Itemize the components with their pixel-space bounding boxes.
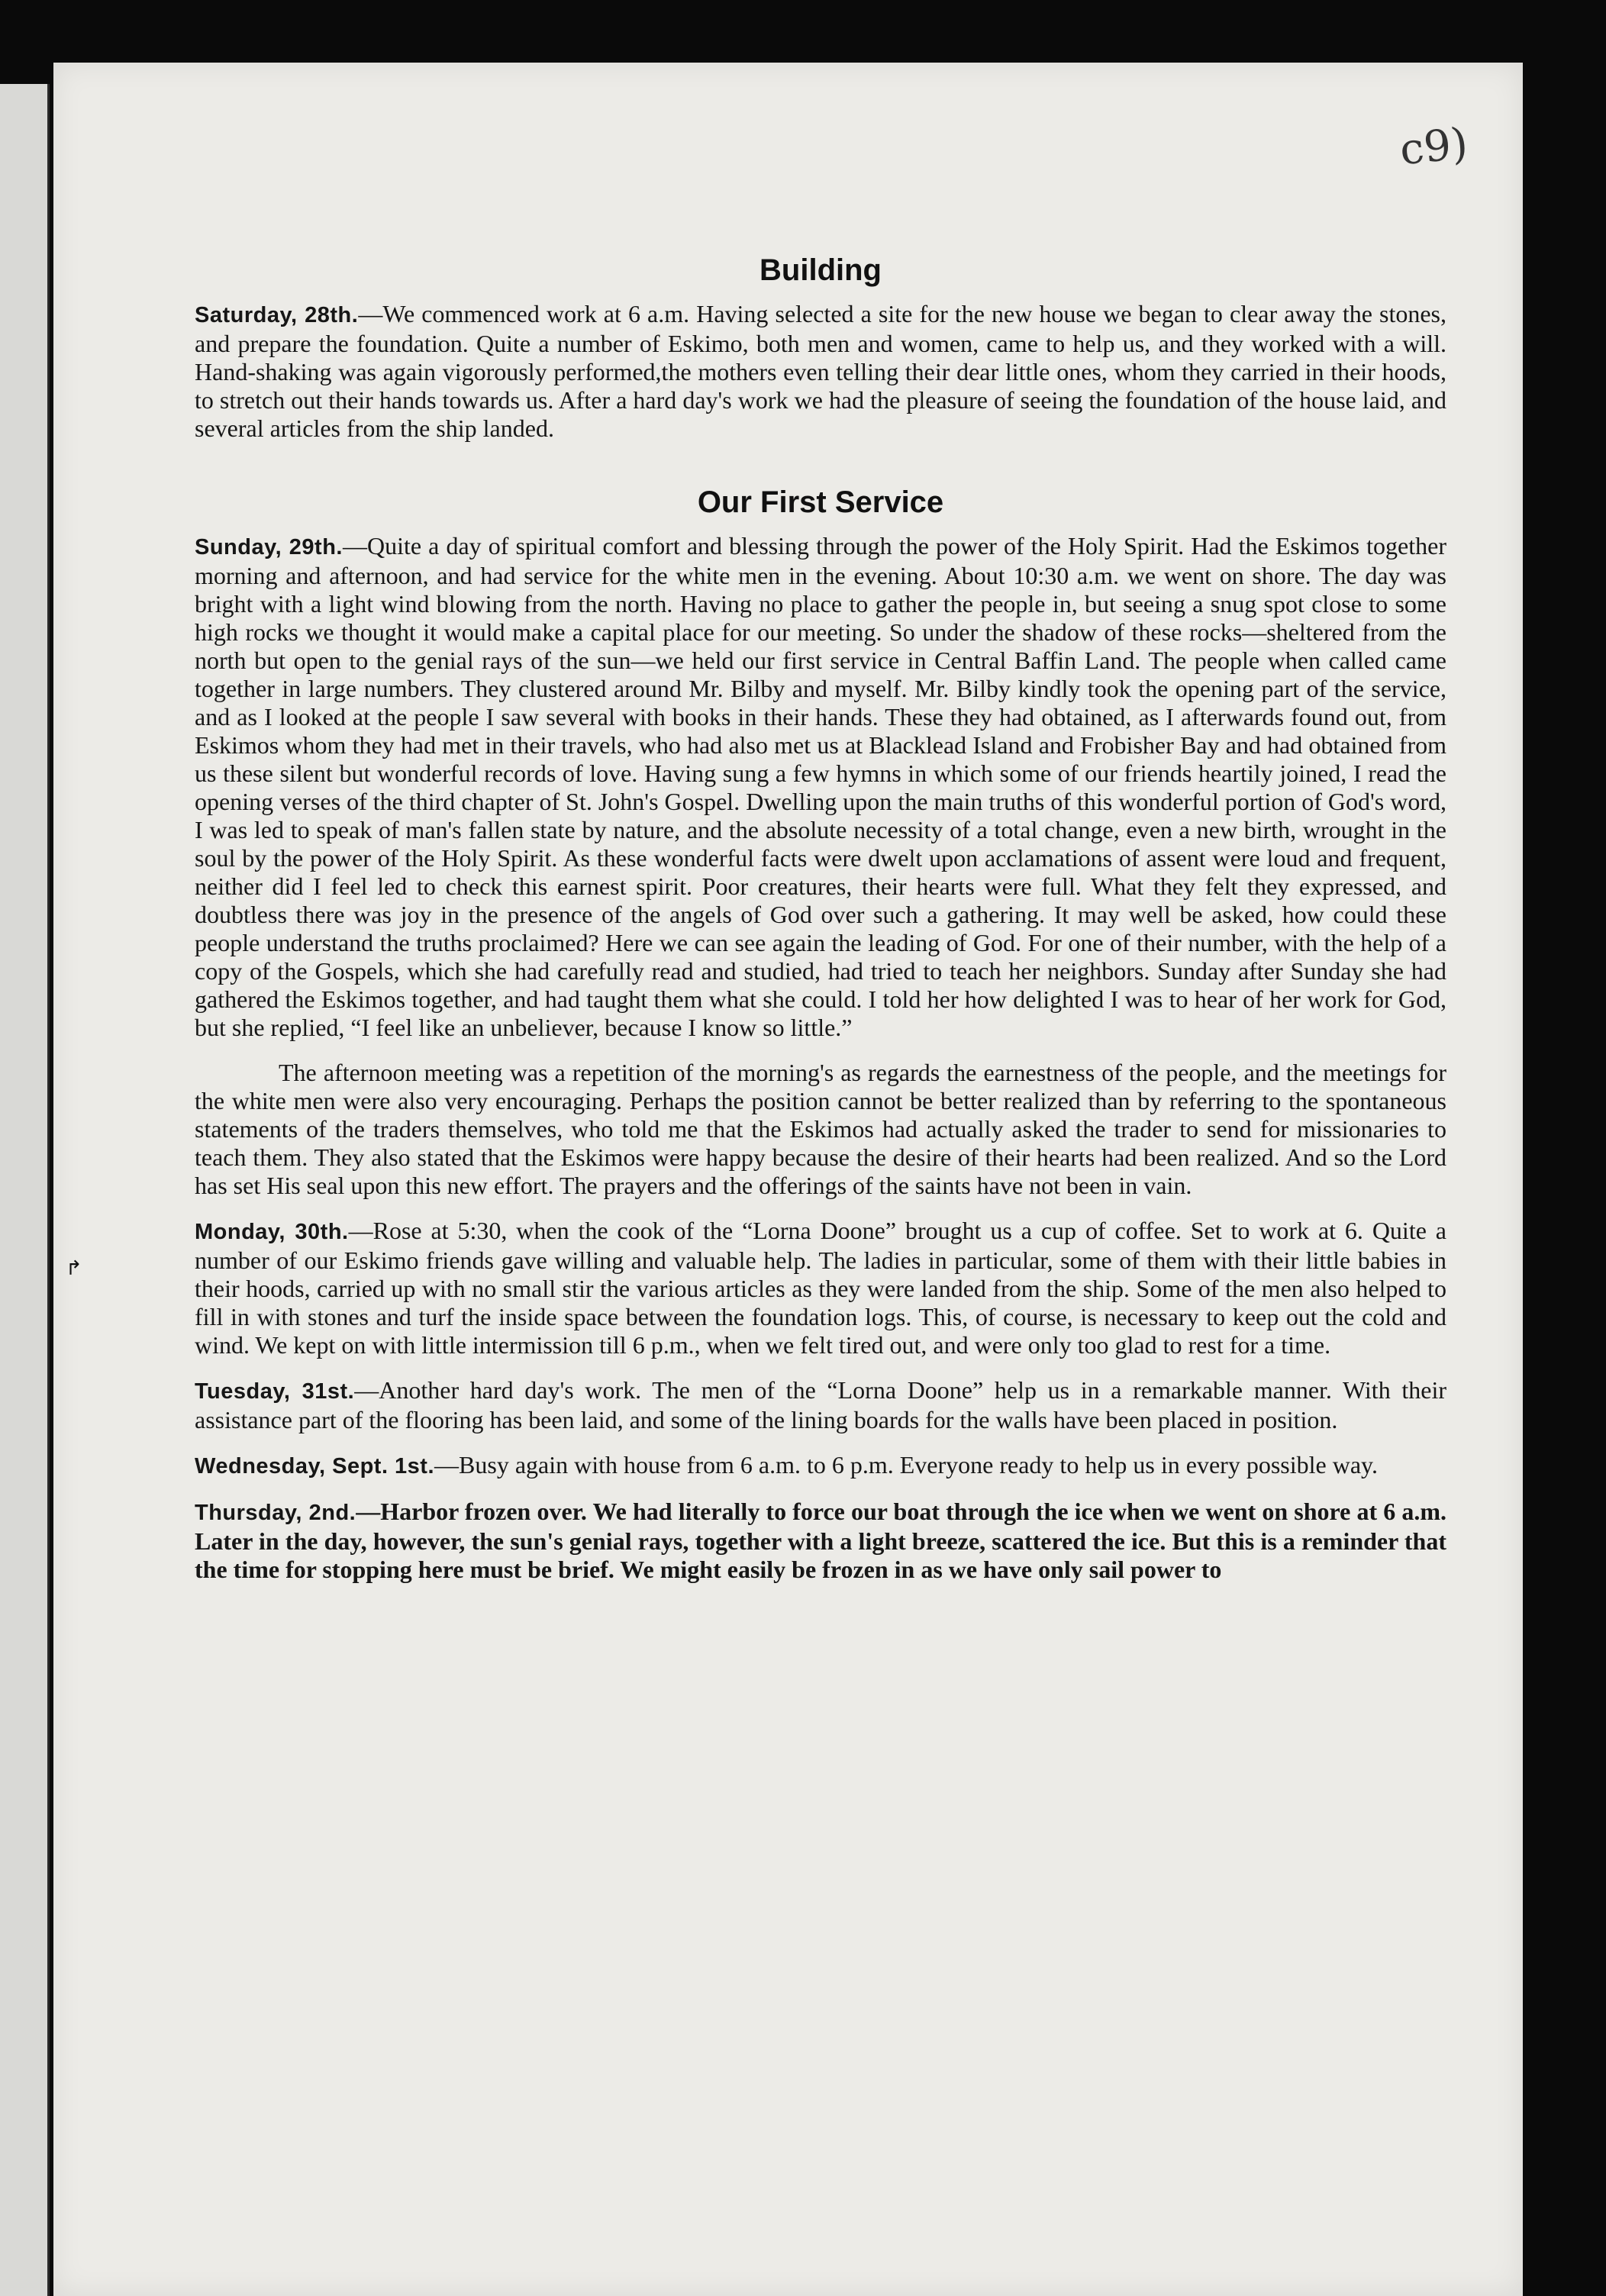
entry-text: —Rose at 5:30, when the cook of the “Lorna Doone” brought us a cup of coffee. Set to work at 6. Quite a number of our Eskimo friends gave willing and valuable help. The ladies in particular, some of them with their little babies in their hoods, carried up with no small stir the various articles as they were landed from the ship. Some of the men also helped to fill in with stones and turf the inside space between the foundation logs. This, of course, is necessary to keep out the cold and wind. We kept on with little intermission till 6 p.m., when we felt tired out, and were only too glad to rest for a time. (195, 1217, 1447, 1359)
section-heading-first-service: Our First Service (697, 485, 944, 519)
entry-date: Wednesday, Sept. 1st. (195, 1454, 435, 1479)
entry-wednesday (195, 1451, 1446, 1481)
entry-text: —Busy again with house from 6 a.m. to 6 p.m. Everyone ready to help us in every possible way. (434, 1451, 1378, 1479)
margin-arrow-mark: ↱ (66, 1257, 82, 1280)
entry-monday (195, 1217, 1446, 1359)
entry-text: —Harbor frozen over. We had literally to force our boat through the ice when we went on shore at 6 a.m. Later in the day, however, the sun's genial rays, together with a light breeze, scattered the ice. But this is a reminder that the time for stopping here must be brief. We might easily be frozen in as we have only sail power to (195, 1498, 1446, 1583)
entry-text: —Another hard day's work. The men of the “Lorna Doone” help us in a remarkable manner. With their assistance part of the flooring has been laid, and some of the lining boards for the walls have been placed in position. (195, 1376, 1446, 1433)
facing-page-edge (0, 84, 50, 2296)
document-page (53, 63, 1523, 2296)
entry-text: —Quite a day of spiritual comfort and blessing through the power of the Holy Spirit. Had the Eskimos together morning and afternoon, and had service for the white men in the evening. About 10:30 a.m. we went on shore. The day was bright with a light wind blowing from the north. Having no place to gather the people in, but seeing a snug spot close to some high rocks we thought it would make a capital place for our meeting. So under the shadow of these rocks—sheltered from the north but open to the genial rays of the sun—we held our first service in Central Baffin Land. The people when called came together in large numbers. They clustered around Mr. Bilby and myself. Mr. Bilby kindly took the opening part of the service, and as I looked at the people I saw several with books in their hands. These they had obtained, as I afterwards found out, from Eskimos whom they had met in their travels, who had also met us at Blacklead Island and Frobisher Bay and had obtained from us these silent but wonderful records of love. Having sung a few hymns in which some of our friends heartily joined, I read the opening verses of the third chapter of St. John's Gospel. Dwelling upon the main truths of this wonderful portion of God's word, I was led to speak of man's fallen state by nature, and the absolute necessity of a total change, even a new birth, wrought in the soul by the power of the Holy Spirit. As these wonderful facts were dwelt upon acclamations of assent were loud and frequent, neither did I feel led to check this earnest spirit. Poor creatures, their hearts were full. What they felt they expressed, and doubtless there was joy in the presence of the angels of God over such a gathering. It may well be asked, how could these people understand the truths proclaimed? Here we can see again the leading of God. For one of their number, with the help of a copy of the Gospels, which she had carefully read and studied, had tried to teach her neighbors. Sunday after Sunday she had gathered the Eskimos together, and had taught them what she could. I told her how delighted I was to hear of her work for God, but she replied, “I feel like an unbeliever, because I know so little.” (195, 532, 1447, 1041)
entry-sunday (195, 532, 1446, 1042)
entry-date: Tuesday, 31st. (195, 1379, 355, 1404)
entry-date: Thursday, 2nd. (195, 1501, 356, 1525)
entry-tuesday (195, 1376, 1446, 1434)
entry-saturday (195, 300, 1446, 443)
entry-date: Monday, 30th. (195, 1220, 349, 1244)
entry-text: The afternoon meeting was a repetition of the morning's as regards the earnestness of the people, and the meetings for the white men were also very encouraging. Perhaps the position cannot be better realized than by referring to the spontaneous statements of the traders themselves, who told me that the Eskimos had actually asked the trader to send for missionaries to teach them. They also stated that the Eskimos were happy because the desire of their hearts had been realized. And so the Lord has set His seal upon this new effort. The prayers and the offerings of the saints have not been in vain. (195, 1059, 1446, 1199)
entry-thursday (195, 1498, 1446, 1584)
handwritten-page-number: c9) (1398, 118, 1471, 176)
section-heading-building: Building (759, 253, 882, 287)
paragraph-afternoon-meeting (195, 1059, 1446, 1200)
page-content (195, 253, 1446, 1601)
entry-date: Saturday, 28th. (195, 303, 359, 327)
entry-text: —We commenced work at 6 a.m. Having selected a site for the new house we began to clear away the stones, and prepare the foundation. Quite a number of Eskimo, both men and women, came to help us, and they worked with a will. Hand-shaking was again vigorously performed,the mothers even telling their dear little ones, whom they carried in their hoods, to stretch out their hands towards us. After a hard day's work we had the pleasure of seeing the foundation of the house laid, and several articles from the ship landed. (195, 300, 1447, 442)
entry-date: Sunday, 29th. (195, 535, 343, 559)
